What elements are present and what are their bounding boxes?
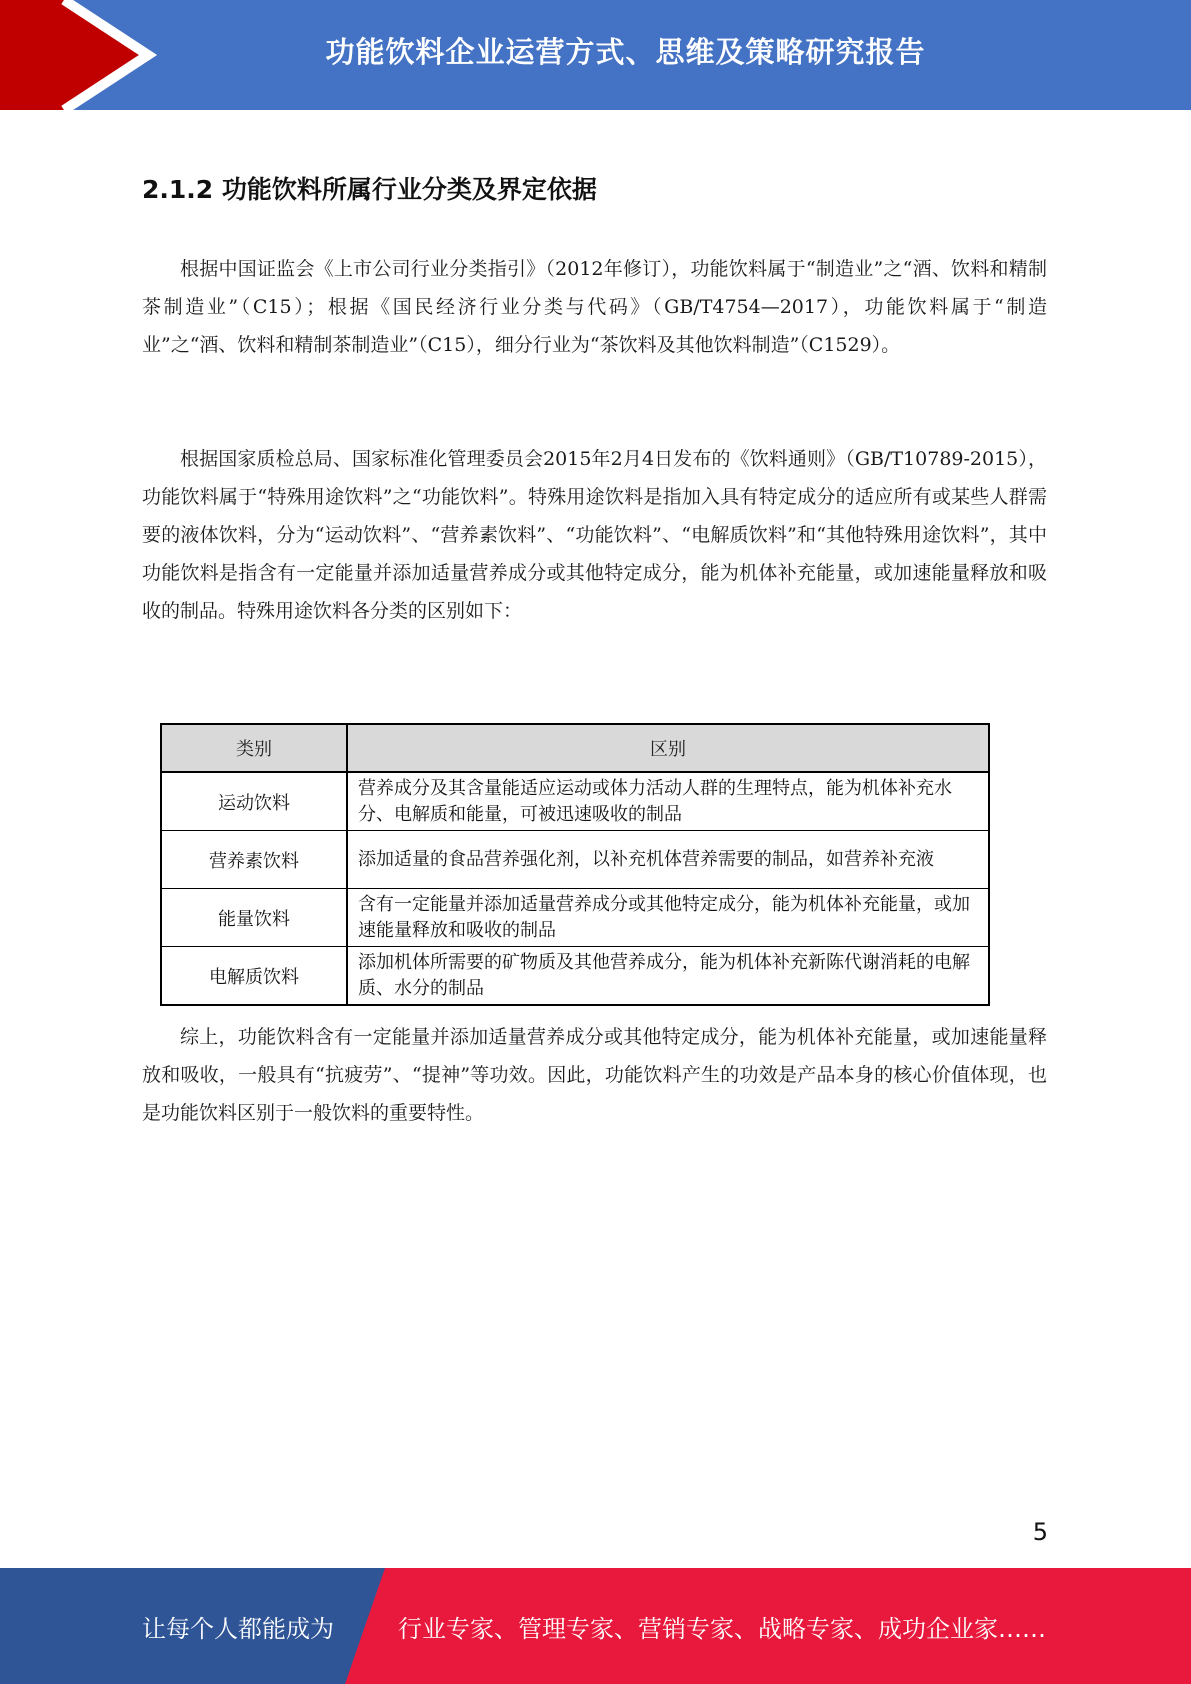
- difference-cell: 添加机体所需要的矿物质及其他营养成分，能为机体补充新陈代谢消耗的电解质、水分的制品: [347, 947, 989, 1006]
- column-header-category: 类别: [161, 724, 347, 772]
- difference-cell: 含有一定能量并添加适量营养成分或其他特定成分，能为机体补充能量，或加速能量释放和吸收的制品: [347, 889, 989, 947]
- category-cell: 运动饮料: [161, 772, 347, 831]
- difference-cell: 营养成分及其含量能适应运动或体力活动人群的生理特点，能为机体补充水分、电解质和能量，可被迅速吸收的制品: [347, 772, 989, 831]
- page-number: 5: [1032, 1518, 1048, 1546]
- table-header-row: [161, 724, 989, 772]
- footer-slogan-right: 行业专家、管理专家、营销专家、战略专家、成功企业家……: [398, 1614, 1046, 1643]
- table-row: [161, 831, 989, 889]
- table-row: [161, 947, 989, 1006]
- page-header: [0, 0, 1191, 110]
- paragraph-industry-classification: 根据中国证监会《上市公司行业分类指引》（2012年修订），功能饮料属于“制造业”之“酒、饮料和精制茶制造业”（C15）；根据《国民经济行业分类与代码》（GB/T4754—2017），功能饮料属于“制造业”之“酒、饮料和精制茶制造业”（C15），细分行业为“茶饮料及其他饮料制造”（C1529）。: [142, 258, 1047, 356]
- paragraph-summary: 综上，功能饮料含有一定能量并添加适量营养成分或其他特定成分，能为机体补充能量，或加速能量释放和吸收，一般具有“抗疲劳”、“提神”等功效。因此，功能饮料产生的功效是产品本身的核心价值体现，也是功能饮料区别于一般饮料的重要特性。: [142, 1026, 1047, 1124]
- table-row: [161, 772, 989, 831]
- paragraph-beverage-standard: 根据国家质检总局、国家标准化管理委员会2015年2月4日发布的《饮料通则》（GB/T10789-2015），功能饮料属于“特殊用途饮料”之“功能饮料”。特殊用途饮料是指加入具有特定成分的适应所有或某些人群需要的液体饮料，分为“运动饮料”、“营养素饮料”、“功能饮料”、“电解质饮料”和“其他特殊用途饮料”，其中功能饮料是指含有一定能量并添加适量营养成分或其他特定成分，能为机体补充能量，或加速能量释放和吸收的制品。特殊用途饮料各分类的区别如下：: [142, 448, 1047, 622]
- column-header-difference: 区别: [347, 724, 989, 772]
- footer-slogan-left: 让每个人都能成为: [142, 1614, 334, 1643]
- table-row: [161, 889, 989, 947]
- page-footer: [0, 1568, 1191, 1684]
- category-cell: 营养素饮料: [161, 831, 347, 889]
- difference-cell: 添加适量的食品营养强化剂，以补充机体营养需要的制品，如营养补充液: [347, 831, 989, 889]
- report-title: 功能饮料企业运营方式、思维及策略研究报告: [325, 34, 926, 69]
- section-heading: 2.1.2 功能饮料所属行业分类及界定依据: [142, 175, 597, 204]
- category-cell: 电解质饮料: [161, 947, 347, 1006]
- beverage-category-table: [160, 723, 990, 1006]
- category-cell: 能量饮料: [161, 889, 347, 947]
